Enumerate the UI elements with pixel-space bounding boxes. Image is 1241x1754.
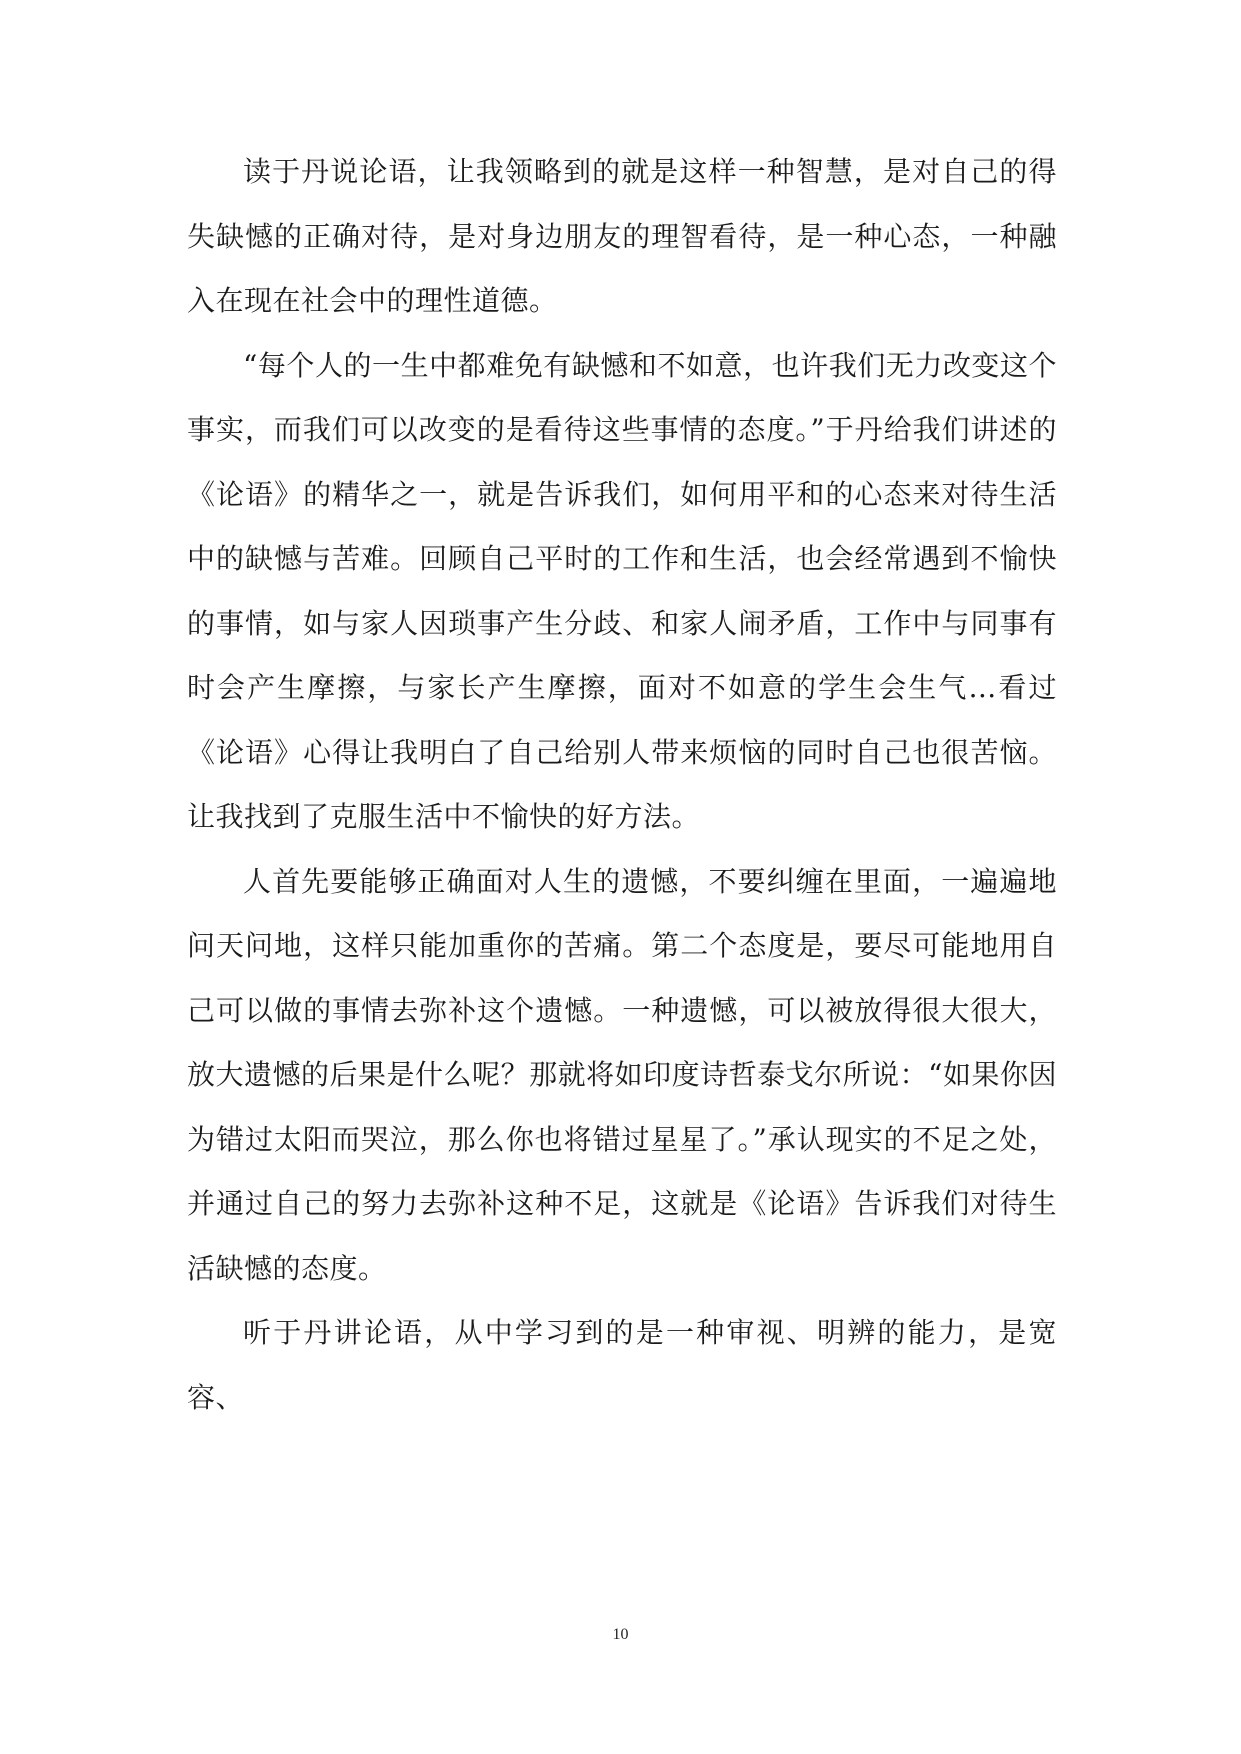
body-text (187, 140, 1057, 1430)
paragraph-1: 读于丹说论语，让我领略到的就是这样一种智慧，是对自己的得失缺憾的正确对待，是对身边朋友的理智看待，是一种心态，一种融入在现在社会中的理性道德。 (187, 155, 1057, 317)
page-number: 10 (612, 1626, 629, 1643)
paragraph-4: 听于丹讲论语，从中学习到的是一种审视、明辨的能力，是宽容、 (187, 1316, 1057, 1414)
paragraph-2: “每个人的一生中都难免有缺憾和不如意，也许我们无力改变这个事实，而我们可以改变的是看待这些事情的态度。”于丹给我们讲述的《论语》的精华之一，就是告诉我们，如何用平和的心态来对待生活中的缺憾与苦难。回顾自己平时的工作和生活，也会经常遇到不愉快的事情，如与家人因琐事产生分歧、和家人闹矛盾，工作中与同事有时会产生摩擦，与家长产生摩擦，面对不如意的学生会生气…看过《论语》心得让我明白了自己给别人带来烦恼的同时自己也很苦恼。让我找到了克服生活中不愉快的好方法。 (187, 348, 1057, 833)
paragraph-3: 人首先要能够正确面对人生的遗憾，不要纠缠在里面，一遍遍地问天问地，这样只能加重你的苦痛。第二个态度是，要尽可能地用自己可以做的事情去弥补这个遗憾。一种遗憾，可以被放得很大很大，放大遗憾的后果是什么呢？那就将如印度诗哲泰戈尔所说：“如果你因为错过太阳而哭泣，那么你也将错过星星了。”承认现实的不足之处，并通过自己的努力去弥补这种不足，这就是《论语》告诉我们对待生活缺憾的态度。 (187, 864, 1057, 1285)
